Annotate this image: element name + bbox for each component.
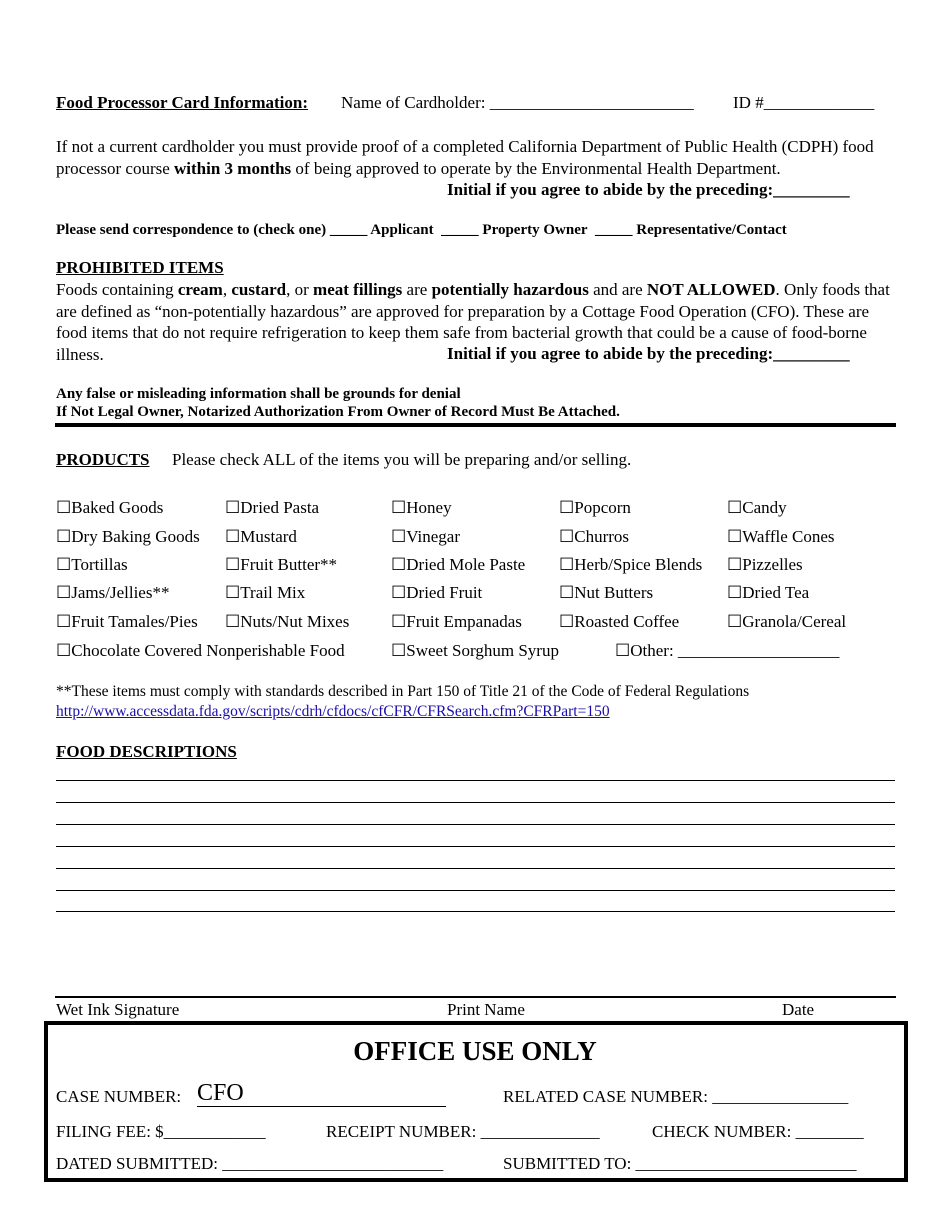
product-label: Tortillas: [71, 555, 128, 574]
checkbox-icon[interactable]: ☐: [56, 641, 72, 660]
checkbox-icon[interactable]: ☐: [559, 498, 575, 517]
product-label: Dried Fruit: [406, 583, 483, 602]
description-line[interactable]: [56, 890, 895, 891]
checkbox-icon[interactable]: ☐: [727, 583, 743, 602]
prohibited-text-3: are: [406, 280, 428, 299]
property-owner-option[interactable]: Property Owner: [482, 222, 588, 238]
cardholder-name-field[interactable]: Name of Cardholder: ________________________: [341, 93, 694, 112]
product-checkbox-item[interactable]: [559, 583, 653, 603]
checkbox-icon[interactable]: ☐: [225, 583, 241, 602]
prohibited-text-5: . Only foods that are defined as “non-potentially hazardous” are approved for preparation by a Cottage Food Operation (CFO). These are food items that do not require refrigeration to keep them safe from bacterial growth that could be a cause of food-borne illness.: [56, 280, 890, 364]
product-checkbox-item[interactable]: [56, 527, 200, 547]
submitted-to-field[interactable]: SUBMITTED TO: __________________________: [503, 1154, 857, 1173]
checkbox-icon[interactable]: ☐: [391, 555, 407, 574]
product-label: Sweet Sorghum Syrup: [406, 641, 559, 660]
product-checkbox-item[interactable]: [56, 498, 163, 518]
product-label: Fruit Empanadas: [406, 612, 522, 631]
rep-blank[interactable]: _____: [595, 222, 633, 238]
product-checkbox-item[interactable]: [56, 555, 128, 575]
checkbox-icon[interactable]: ☐: [391, 641, 407, 660]
product-checkbox-item[interactable]: [225, 583, 305, 603]
cdph-bold: within 3 months: [174, 158, 292, 178]
product-label: Honey: [406, 498, 452, 517]
product-label: Churros: [574, 527, 630, 546]
product-label: Other: ___________________: [630, 641, 840, 660]
description-line[interactable]: [56, 824, 895, 825]
checkbox-icon[interactable]: ☐: [559, 527, 575, 546]
product-checkbox-item[interactable]: [727, 555, 803, 575]
product-checkbox-item[interactable]: [56, 612, 198, 632]
prohibited-custard: custard: [231, 280, 287, 299]
product-label: Pizzelles: [742, 555, 803, 574]
product-checkbox-item[interactable]: [225, 498, 319, 518]
applicant-option[interactable]: Applicant: [370, 222, 434, 238]
checkbox-icon[interactable]: ☐: [56, 498, 72, 517]
cardholder-id-field[interactable]: ID #_____________: [733, 93, 875, 112]
product-label: Dry Baking Goods: [71, 527, 200, 546]
product-label: Nuts/Nut Mixes: [240, 612, 350, 631]
denial-warning: Any false or misleading information shall be grounds for denial: [56, 386, 461, 402]
owner-blank[interactable]: _____: [441, 222, 479, 238]
products-instruction: Please check ALL of the items you will be preparing and/or selling.: [172, 450, 632, 469]
product-label: Vinegar: [406, 527, 460, 546]
product-checkbox-item[interactable]: [391, 555, 525, 575]
prohibited-comma: ,: [222, 280, 228, 299]
correspondence-label: Please send correspondence to (check one) _____: [56, 222, 368, 238]
prohibited-text-2: , or: [286, 280, 309, 299]
cdph-paragraph: [56, 136, 896, 179]
checkbox-icon[interactable]: ☐: [225, 498, 241, 517]
product-checkbox-item[interactable]: [225, 555, 337, 575]
product-label: Dried Mole Paste: [406, 555, 526, 574]
product-label: Waffle Cones: [742, 527, 835, 546]
checkbox-icon[interactable]: ☐: [56, 527, 72, 546]
cdph-text-2: of being approved to operate by the Environmental Health Department.: [295, 158, 781, 178]
wet-ink-signature-label: Wet Ink Signature: [56, 1000, 180, 1019]
notarized-warning: If Not Legal Owner, Notarized Authorization From Owner of Record Must Be Attached.: [56, 404, 620, 420]
description-line[interactable]: [56, 911, 895, 912]
checkbox-icon[interactable]: ☐: [727, 555, 743, 574]
product-checkbox-chocolate[interactable]: [56, 641, 345, 661]
prohibited-hazard: potentially hazardous: [431, 280, 589, 299]
signature-line[interactable]: [55, 996, 896, 998]
cfr-footnote: **These items must comply with standards described in Part 150 of Title 21 of the Code of Federal Regulations: [56, 683, 750, 700]
description-line[interactable]: [56, 802, 895, 803]
filing-fee-field[interactable]: FILING FEE: $____________: [56, 1122, 266, 1141]
food-descriptions-heading: FOOD DESCRIPTIONS: [56, 742, 237, 761]
product-checkbox-item[interactable]: [559, 527, 629, 547]
checkbox-icon[interactable]: ☐: [391, 612, 407, 631]
representative-option[interactable]: Representative/Contact: [636, 222, 787, 238]
products-heading: PRODUCTS: [56, 450, 150, 469]
product-checkbox-other[interactable]: [615, 641, 839, 661]
prohibited-text: Foods containing: [56, 280, 174, 299]
checkbox-icon[interactable]: ☐: [391, 498, 407, 517]
product-checkbox-item[interactable]: [559, 612, 679, 632]
product-label: Dried Tea: [742, 583, 810, 602]
prohibited-text-4: and are: [593, 280, 643, 299]
product-label: Baked Goods: [71, 498, 164, 517]
correspondence-line: [56, 222, 787, 239]
product-checkbox-item[interactable]: [56, 583, 169, 603]
description-line[interactable]: [56, 780, 895, 781]
product-label: Fruit Butter**: [240, 555, 338, 574]
description-line[interactable]: [56, 868, 895, 869]
product-label: Herb/Spice Blends: [574, 555, 703, 574]
prohibited-not-allowed: NOT ALLOWED: [646, 280, 776, 299]
product-label: Dried Pasta: [240, 498, 320, 517]
checkbox-icon[interactable]: ☐: [225, 527, 241, 546]
product-label: Nut Butters: [574, 583, 654, 602]
checkbox-icon[interactable]: ☐: [225, 612, 241, 631]
checkbox-icon[interactable]: ☐: [727, 612, 743, 631]
related-case-number-field[interactable]: RELATED CASE NUMBER: ________________: [503, 1087, 849, 1106]
product-label: Granola/Cereal: [742, 612, 847, 631]
dated-submitted-field[interactable]: DATED SUBMITTED: __________________________: [56, 1154, 444, 1173]
product-checkbox-item[interactable]: [559, 555, 702, 575]
product-checkbox-item[interactable]: [727, 612, 846, 632]
product-label: Popcorn: [574, 498, 631, 517]
print-name-label: Print Name: [447, 1000, 525, 1019]
section-divider: [55, 423, 896, 427]
prohibited-cream: cream: [177, 280, 223, 299]
checkbox-icon[interactable]: ☐: [727, 498, 743, 517]
case-number-field[interactable]: CFO: [197, 1080, 446, 1107]
checkbox-icon[interactable]: ☐: [559, 555, 575, 574]
card-heading: Food Processor Card Information:: [56, 93, 308, 112]
cdph-initial-field[interactable]: Initial if you agree to abide by the preceding:_________: [447, 180, 850, 199]
product-checkbox-sorghum[interactable]: [391, 641, 559, 661]
product-label: Candy: [742, 498, 787, 517]
checkbox-icon[interactable]: ☐: [727, 527, 743, 546]
checkbox-icon[interactable]: ☐: [56, 583, 72, 602]
product-label: Chocolate Covered Nonperishable Food: [71, 641, 345, 660]
description-line[interactable]: [56, 846, 895, 847]
product-checkbox-item[interactable]: [391, 612, 522, 632]
product-label: Roasted Coffee: [574, 612, 680, 631]
cdph-text-1: If not a current cardholder you must provide proof of a completed California Department of Public Health (CDPH) food processor course: [56, 137, 874, 178]
office-use-title: OFFICE USE ONLY: [353, 1036, 597, 1066]
product-checkbox-item[interactable]: [727, 498, 787, 518]
check-number-field[interactable]: CHECK NUMBER: ________: [652, 1122, 864, 1141]
checkbox-icon[interactable]: ☐: [615, 641, 631, 660]
receipt-number-field[interactable]: RECEIPT NUMBER: ______________: [326, 1122, 600, 1141]
product-label: Trail Mix: [240, 583, 306, 602]
checkbox-icon[interactable]: ☐: [559, 583, 575, 602]
date-label: Date: [782, 1000, 815, 1019]
prohibited-meat: meat fillings: [313, 280, 403, 299]
product-label: Mustard: [240, 527, 297, 546]
product-checkbox-item[interactable]: [559, 498, 631, 518]
product-checkbox-item[interactable]: [225, 612, 349, 632]
product-checkbox-item[interactable]: [391, 498, 452, 518]
product-checkbox-item[interactable]: [225, 527, 297, 547]
product-checkbox-item[interactable]: [727, 583, 809, 603]
checkbox-icon[interactable]: ☐: [56, 612, 72, 631]
checkbox-icon[interactable]: ☐: [391, 583, 407, 602]
product-checkbox-item[interactable]: [391, 527, 460, 547]
checkbox-icon[interactable]: ☐: [225, 555, 241, 574]
checkbox-icon[interactable]: ☐: [559, 612, 575, 631]
checkbox-icon[interactable]: ☐: [56, 555, 72, 574]
prohibited-initial-field[interactable]: Initial if you agree to abide by the preceding:_________: [447, 344, 850, 363]
product-checkbox-item[interactable]: [727, 527, 835, 547]
prohibited-heading: PROHIBITED ITEMS: [56, 258, 224, 277]
product-label: Jams/Jellies**: [71, 583, 170, 602]
product-label: Fruit Tamales/Pies: [71, 612, 198, 631]
case-number-label: CASE NUMBER:: [56, 1087, 182, 1106]
cfr-link[interactable]: http://www.accessdata.fda.gov/scripts/cdrh/cfdocs/cfCFR/CFRSearch.cfm?CFRPart=150: [56, 703, 610, 720]
checkbox-icon[interactable]: ☐: [391, 527, 407, 546]
product-checkbox-item[interactable]: [391, 583, 482, 603]
